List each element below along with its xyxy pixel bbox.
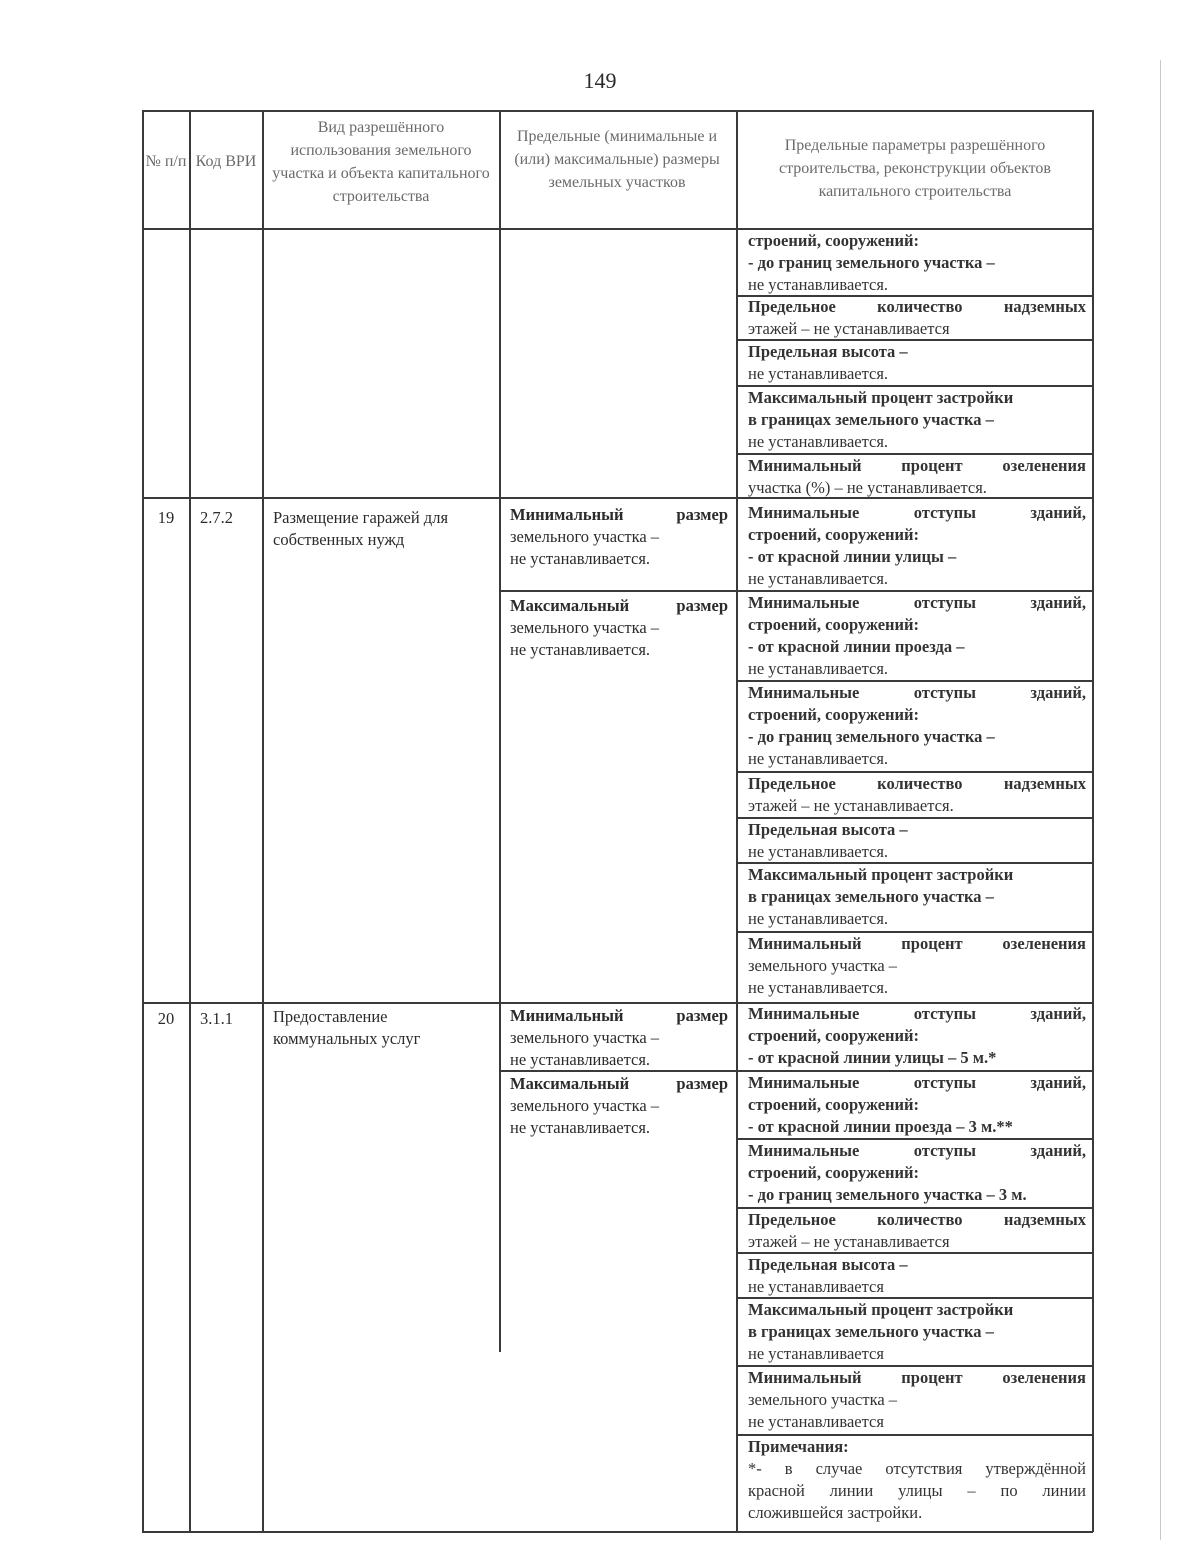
param-line: участка (%) – не устанавливается.: [748, 478, 987, 497]
row20-param-1: [748, 1003, 1086, 1069]
param-line: строений, сооружений:: [748, 231, 920, 250]
param-line: строений, сооружений:: [748, 615, 920, 634]
param-line: Предельное количество надземных: [748, 1210, 1086, 1229]
param-line: этажей – не устанавливается: [748, 1232, 950, 1251]
page-number: 149: [583, 68, 617, 93]
param-line: не устанавливается.: [748, 842, 889, 861]
row19-size-split: [499, 590, 737, 592]
cont-param-3: [748, 341, 1086, 385]
param-line: строений, сооружений:: [748, 525, 920, 544]
param-line: этажей – не устанавливается: [748, 319, 950, 338]
param-line: строений, сооружений:: [748, 705, 920, 724]
col-sep-3: [499, 110, 501, 1352]
param-line: Предельное количество надземных: [748, 774, 1086, 793]
param-line: Минимальные отступы зданий,: [748, 1141, 1086, 1160]
row20-param-6: [748, 1299, 1086, 1365]
param-line: не устанавливается.: [748, 659, 889, 678]
param-line: Минимальный процент озеленения: [748, 934, 1086, 953]
header-num: № п/п: [145, 153, 187, 170]
size-line: не устанавливается.: [510, 1050, 651, 1069]
table-top-border: [142, 110, 1093, 112]
param-line: не устанавливается.: [748, 275, 889, 294]
size-line: земельного участка –: [510, 527, 660, 546]
note-line: *- в случае отсутствия утверждённой: [748, 1459, 1086, 1478]
param-line: строений, сооружений:: [748, 1095, 920, 1114]
param-line: не устанавливается.: [748, 749, 889, 768]
row20-min-size: [510, 1005, 728, 1071]
row19-param-6: [748, 864, 1086, 930]
param-line: - от красной линии улицы – 5 м.*: [748, 1048, 997, 1067]
size-line: Максимальный размер: [510, 596, 728, 615]
row20-param-5: [748, 1254, 1086, 1298]
note-title: Примечания:: [748, 1437, 849, 1456]
param-line: не устанавливается.: [748, 364, 889, 383]
param-line: не устанавливается.: [748, 909, 889, 928]
param-line: не устанавливается.: [748, 432, 889, 451]
param-line: не устанавливается.: [748, 569, 889, 588]
cont-param-5: [748, 455, 1086, 499]
table-right-border: [1092, 110, 1094, 1532]
param-line: Минимальные отступы зданий,: [748, 1073, 1086, 1092]
row20-param-2: [748, 1072, 1086, 1138]
param-line: Минимальные отступы зданий,: [748, 683, 1086, 702]
row19-max-size: [510, 595, 728, 661]
cont-param-2: [748, 296, 1086, 340]
header-vid: Вид разрешённого использования земельного участка и объекта капитального строительства: [272, 119, 490, 205]
header-sizes: Предельные (минимальные и (или) максимальные) размеры земельных участков: [514, 128, 720, 191]
param-line: - от красной линии проезда – 3 м.**: [748, 1117, 1013, 1136]
row20-param-7: [748, 1367, 1086, 1433]
size-line: земельного участка –: [510, 1096, 660, 1115]
param-line: Минимальные отступы зданий,: [748, 593, 1086, 612]
row20-param-4: [748, 1209, 1086, 1253]
col-sep-4: [736, 110, 738, 1532]
size-line: не устанавливается.: [510, 1118, 651, 1137]
row20-code: 3.1.1: [200, 1009, 233, 1028]
table-left-border: [142, 110, 144, 1532]
param-line: - до границ земельного участка – 3 м.: [748, 1185, 1027, 1204]
row20-num: 20: [157, 1009, 175, 1028]
param-line: Предельное количество надземных: [748, 297, 1086, 316]
param-line: земельного участка –: [748, 1390, 898, 1409]
param-line: не устанавливается: [748, 1344, 884, 1363]
param-line: не устанавливается.: [748, 978, 889, 997]
scan-edge-line: [1160, 60, 1161, 1540]
row19-param-4: [748, 773, 1086, 817]
col-sep-1: [189, 110, 191, 1532]
param-line: в границах земельного участка –: [748, 410, 994, 429]
row19-vid: Размещение гаражей для собственных нужд: [273, 508, 449, 549]
param-line: Минимальный процент озеленения: [748, 456, 1086, 475]
row19-param-2: [748, 592, 1086, 680]
row20-vid: Предоставление коммунальных услуг: [273, 1007, 421, 1048]
param-line: строений, сооружений:: [748, 1163, 920, 1182]
param-line: Предельная высота –: [748, 1255, 908, 1274]
note-line: красной линии улицы – по линии: [748, 1481, 1086, 1500]
row19-param-5: [748, 819, 1086, 863]
note-line: сложившейся застройки.: [748, 1503, 923, 1522]
cont-param-4: [748, 387, 1086, 453]
row20-param-3: [748, 1140, 1086, 1206]
table-bottom-border: [142, 1531, 1093, 1533]
row20-notes: [748, 1436, 1086, 1524]
param-line: Максимальный процент застройки: [748, 1300, 1014, 1319]
size-line: не устанавливается.: [510, 640, 651, 659]
param-line: земельного участка –: [748, 956, 898, 975]
size-line: земельного участка –: [510, 1028, 660, 1047]
param-line: Минимальные отступы зданий,: [748, 1004, 1086, 1023]
param-line: - от красной линии улицы –: [748, 547, 957, 566]
size-line: земельного участка –: [510, 618, 660, 637]
row19-param-1: [748, 502, 1086, 590]
size-line: не устанавливается.: [510, 549, 651, 568]
param-line: в границах земельного участка –: [748, 1322, 994, 1341]
param-line: Минимальный процент озеленения: [748, 1368, 1086, 1387]
param-line: Максимальный процент застройки: [748, 865, 1014, 884]
param-line: Максимальный процент застройки: [748, 388, 1014, 407]
row19-param-7: [748, 933, 1086, 999]
row19-code: 2.7.2: [200, 508, 233, 527]
param-line: Предельная высота –: [748, 820, 908, 839]
size-line: Минимальный размер: [510, 1006, 728, 1025]
param-line: Предельная высота –: [748, 342, 908, 361]
size-line: Максимальный размер: [510, 1074, 728, 1093]
row19-min-size: [510, 504, 728, 570]
param-line: в границах земельного участка –: [748, 887, 994, 906]
param-line: - до границ земельного участка –: [748, 253, 995, 272]
param-line: строений, сооружений:: [748, 1026, 920, 1045]
row19-param-3: [748, 682, 1086, 770]
param-line: не устанавливается: [748, 1412, 884, 1431]
param-line: - от красной линии проезда –: [748, 637, 965, 656]
row20-max-size: [510, 1073, 728, 1139]
row19-num: 19: [157, 508, 175, 527]
size-line: Минимальный размер: [510, 505, 728, 524]
param-line: - до границ земельного участка –: [748, 727, 995, 746]
param-line: не устанавливается: [748, 1277, 884, 1296]
param-line: Минимальные отступы зданий,: [748, 503, 1086, 522]
param-line: этажей – не устанавливается.: [748, 796, 954, 815]
header-params: Предельные параметры разрешённого строительства, реконструкции объектов капитального строительства: [779, 137, 1051, 200]
col-sep-2: [262, 110, 264, 1532]
cont-param-1: [748, 230, 1086, 296]
header-code: Код ВРИ: [195, 153, 257, 170]
